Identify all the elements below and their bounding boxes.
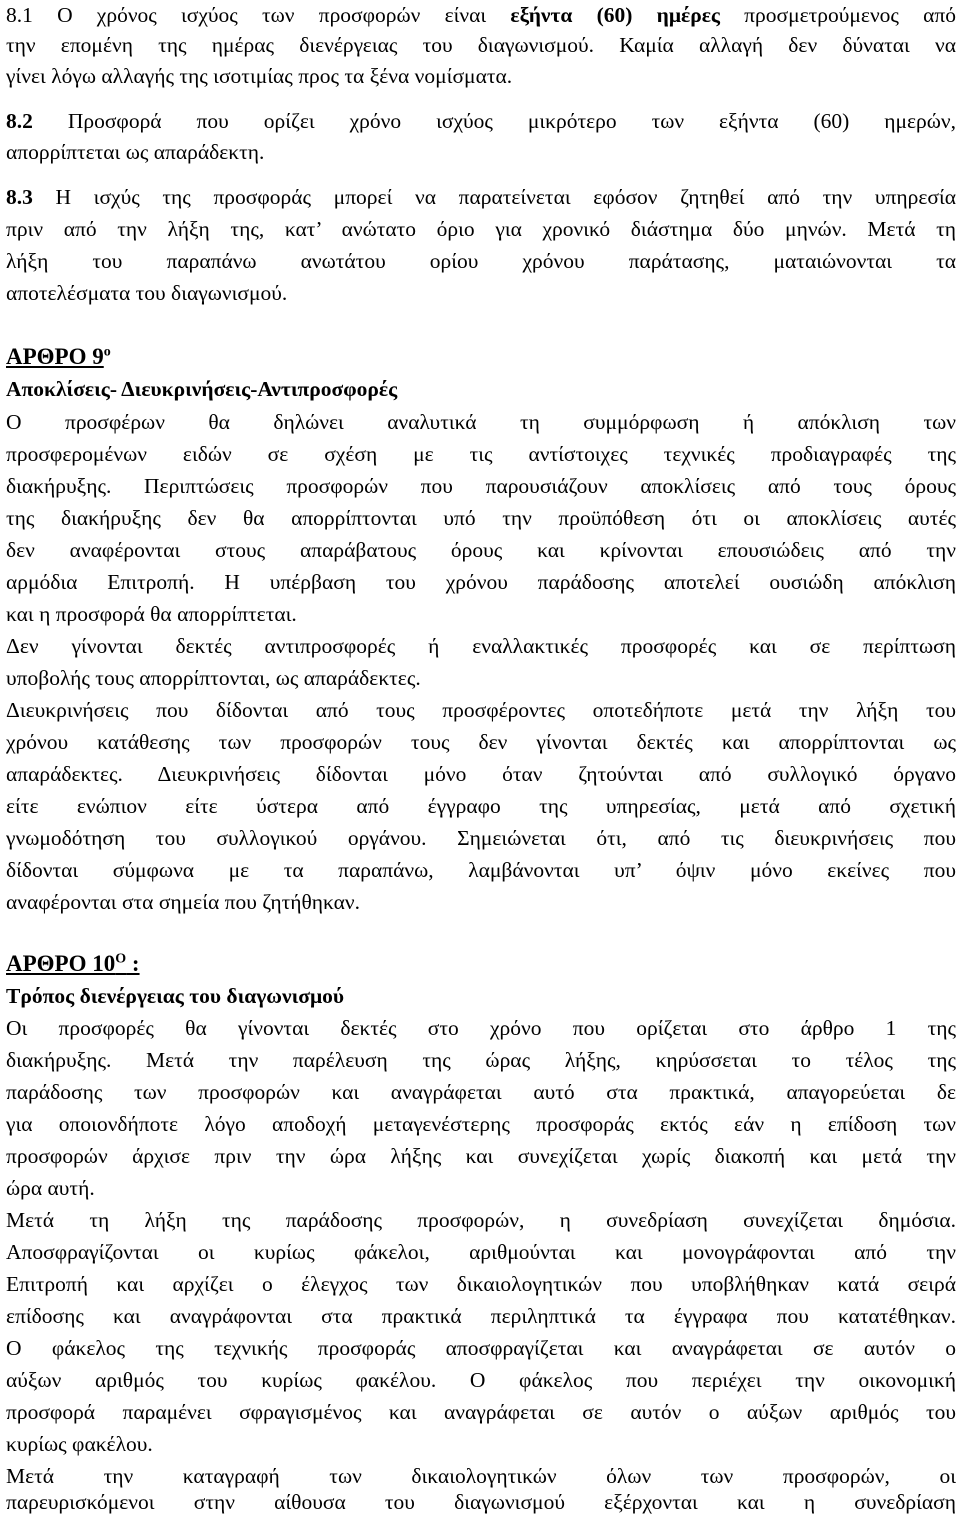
paragraph-8-1-line-3: γίνει λόγω αλλαγής της ισοτιμίας προς τα ξένα νομίσματα. xyxy=(6,64,513,88)
article-10-line: Ο φάκελος της τεχνικής προσφοράς αποσφραγίζεται και αναγράφεται σε αυτόν ο xyxy=(6,1336,956,1360)
article-10-subtitle: Τρόπος διενέργειας του διαγωνισμού xyxy=(6,984,345,1008)
paragraph-8-3-line-4: αποτελέσματα του διαγωνισμού. xyxy=(6,281,288,305)
article-10-heading xyxy=(6,947,956,981)
article-9-line: της διακήρυξης δεν θα απορρίπτονται υπό την προϋπόθεση ότι οι αποκλίσεις αυτές xyxy=(6,506,956,530)
article-9-line: υποβολής τους απορρίπτονται, ως απαράδεκτες. xyxy=(6,666,421,690)
article-10-line: Αποσφραγίζονται οι κυρίως φάκελοι, αριθμούνται και μονογράφονται από την xyxy=(6,1240,956,1264)
heading-superscript: ο xyxy=(103,344,111,360)
heading-text: ΑΡΘΡΟ 9 xyxy=(6,344,104,369)
text-run: Προσφορά που ορίζει χρόνο ισχύος μικρότερο των εξήντα (60) ημερών, xyxy=(32,109,956,133)
paragraph-8-3-line-2: πριν από την λήξη της, κατ’ ανώτατο όριο για χρονικό διάστημα δύο μηνών. Μετά τη xyxy=(6,217,956,241)
article-9-line: απαράδεκτες. Διευκρινήσεις δίδονται μόνο όταν ζητούνται από συλλογικό όργανο xyxy=(6,762,956,786)
article-10-line: ώρα αυτή. xyxy=(6,1176,95,1200)
paragraph-8-2-line-1 xyxy=(6,104,956,138)
article-10-line: παρευρισκόμενοι στην αίθουσα του διαγωνισμού εξέρχονται και η συνεδρίαση xyxy=(6,1490,956,1514)
article-9-line: γνωμοδότηση του συλλογικού οργάνου. Σημειώνεται ότι, από τις διευκρινήσεις που xyxy=(6,826,956,850)
article-9-line: και η προσφορά θα απορρίπτεται. xyxy=(6,602,297,626)
article-9-line: Δεν γίνονται δεκτές αντιπροσφορές ή εναλλακτικές προσφορές και σε περίπτωση xyxy=(6,634,956,658)
article-9-line: δίδονται σύμφωνα με τα παραπάνω, λαμβάνονται υπ’ όψιν μόνο εκείνες που xyxy=(6,858,956,882)
article-9-line: δεν αναφέρονται στους απαράβατους όρους και κρίνονται επουσιώδεις από την xyxy=(6,538,956,562)
article-9-line: χρόνου κατάθεσης των προσφορών τους δεν γίνονται δεκτές και απορρίπτονται ως xyxy=(6,730,956,754)
article-9-heading xyxy=(6,340,956,374)
heading-superscript: Ο xyxy=(115,951,127,967)
article-9-line: αναφέρονται στα σημεία που ζητήθηκαν. xyxy=(6,890,360,914)
text-run: Η ισχύς της προσφοράς μπορεί να παρατείνεται εφόσον ζητηθεί από την υπηρεσία xyxy=(32,185,956,209)
paragraph-8-2-line-2: απορρίπτεται ως απαράδεκτη. xyxy=(6,140,265,164)
section-number: 8.2 xyxy=(6,109,33,133)
article-9-line: Διευκρινήσεις που δίδονται από τους προσφέροντες οποτεδήποτε μετά την λήξη του xyxy=(6,698,956,722)
article-10-line: κυρίως φακέλου. xyxy=(6,1432,153,1456)
article-10-line: προσφορά παραμένει σφραγισμένος και αναγράφεται σε αυτόν ο αύξων αριθμός του xyxy=(6,1400,956,1424)
article-10-line: Οι προσφορές θα γίνονται δεκτές στο χρόνο που ορίζεται στο άρθρο 1 της xyxy=(6,1016,956,1040)
paragraph-8-1-line-2: την επομένη της ημέρας διενέργειας του διαγωνισμού. Καμία αλλαγή δεν δύναται να xyxy=(6,33,956,57)
article-10-line: παράδοσης των προσφορών και αναγράφεται αυτό στα πρακτικά, απαγορεύεται δε xyxy=(6,1080,956,1104)
text-run: 8.1 Ο χρόνος ισχύος των προσφορών είναι xyxy=(6,3,511,27)
paragraph-8-3-line-3: λήξη του παραπάνω ανωτάτου ορίου χρόνου παράτασης, ματαιώνονται τα xyxy=(6,249,956,273)
article-10-line: επίδοσης και αναγράφονται στα πρακτικά περιληπτικά τα έγγραφα που κατατέθηκαν. xyxy=(6,1304,956,1328)
article-9-line: προσφερομένων ειδών σε σχέση με τις αντίστοιχες τεχνικές προδιαγραφές της xyxy=(6,442,956,466)
article-10-line: αύξων αριθμός του κυρίως φακέλου. Ο φάκελος που περιέχει την οικονομική xyxy=(6,1368,956,1392)
article-9-subtitle: Αποκλίσεις- Διευκρινήσεις-Αντιπροσφορές xyxy=(6,377,398,401)
heading-underlined xyxy=(6,951,140,976)
heading-text: ΑΡΘΡΟ 10 xyxy=(6,951,116,976)
article-10-line: διακήρυξης. Μετά την παρέλευση της ώρας λήξης, κηρύσσεται το τέλος της xyxy=(6,1048,956,1072)
article-10-line: για οποιονδήποτε λόγο αποδοχή μεταγενέστερης προσφοράς εκτός εάν η επίδοση των xyxy=(6,1112,956,1136)
text-run: προσμετρούμενος από xyxy=(719,3,956,27)
article-9-line: διακήρυξης. Περιπτώσεις προσφορών που παρουσιάζουν αποκλίσεις από τους όρους xyxy=(6,474,956,498)
heading-suffix: : xyxy=(126,951,140,976)
article-10-line: Μετά τη λήξη της παράδοσης προσφορών, η συνεδρίαση συνεχίζεται δημόσια. xyxy=(6,1208,956,1232)
paragraph-8-3-line-1 xyxy=(6,180,956,214)
article-9-line: αρμόδια Επιτροπή. Η υπέρβαση του χρόνου παράδοσης αποτελεί ουσιώδη απόκλιση xyxy=(6,570,956,594)
article-9-line: Ο προσφέρων θα δηλώνει αναλυτικά τη συμμόρφωση ή απόκλιση των xyxy=(6,410,956,434)
article-10-line: Επιτροπή και αρχίζει ο έλεγχος των δικαιολογητικών που υποβλήθηκαν κατά σειρά xyxy=(6,1272,956,1296)
article-9-line: είτε ενώπιον είτε ύστερα από έγγραφο της υπηρεσίας, μετά από σχετική xyxy=(6,794,956,818)
section-number: 8.3 xyxy=(6,185,33,209)
article-10-line: προσφορών άρχισε πριν την ώρα λήξης και συνεχίζεται χωρίς διακοπή και μετά την xyxy=(6,1144,956,1168)
article-10-line: Μετά την καταγραφή των δικαιολογητικών όλων των προσφορών, οι xyxy=(6,1464,956,1488)
bold-text: εξήντα (60) ημέρες xyxy=(510,3,720,27)
